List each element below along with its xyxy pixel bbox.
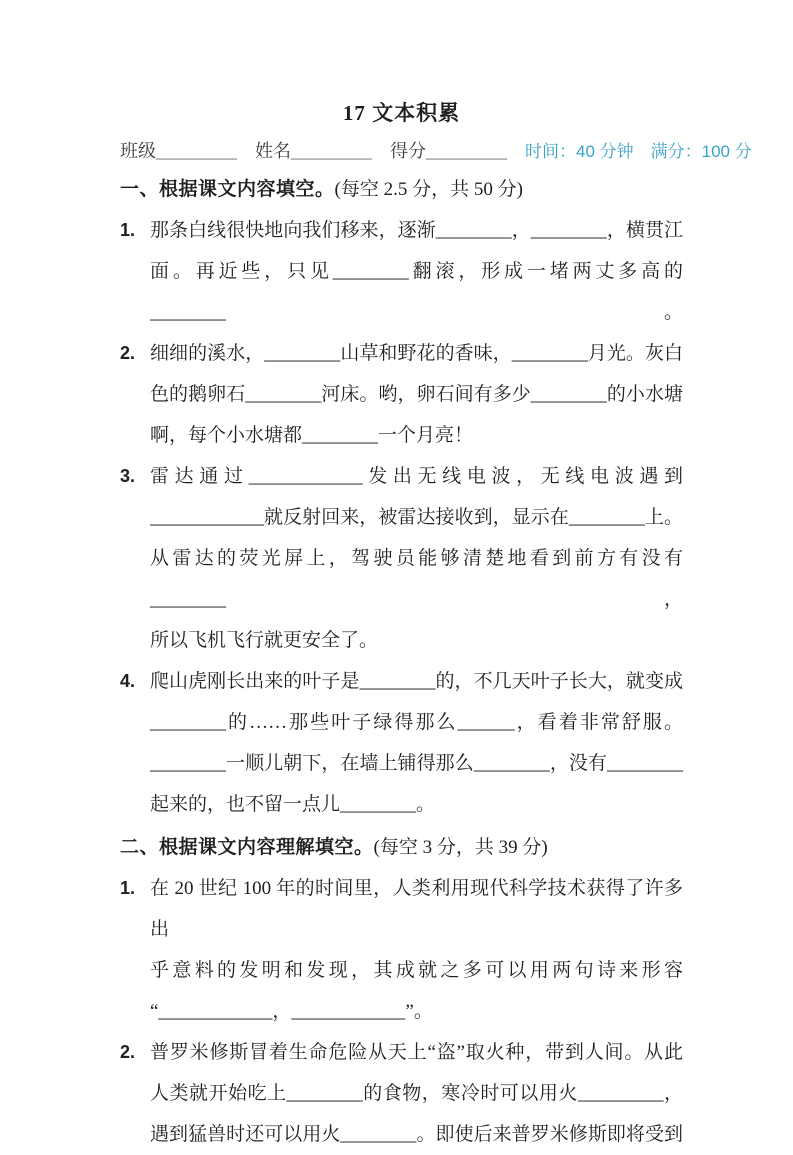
question-lines <box>150 456 683 661</box>
question <box>120 661 683 825</box>
section-heading <box>120 169 683 210</box>
question-line: ________的……那些叶子绿得那么______，看着非常舒服。 <box>150 712 683 733</box>
page-title: 17 文本积累 <box>342 101 461 125</box>
question-line: 面。再近些，只见________翻滚，形成一堵两丈多高的________。 <box>150 261 683 323</box>
question-line: ________一顺儿朝下，在墙上铺得那么________，没有________ <box>150 753 683 774</box>
question <box>120 210 683 333</box>
question-line: 雷达通过____________发出无线电波，无线电波遇到 <box>150 466 683 487</box>
question-line: 人类就开始吃上________的食物，寒冷时可以用火_________， <box>150 1083 683 1104</box>
question-number: 2. <box>120 343 136 363</box>
question <box>120 1032 683 1155</box>
question-line: 啊，每个小水塘都________一个月亮！ <box>150 425 474 446</box>
question-number: 1. <box>120 220 136 240</box>
question <box>120 868 683 1032</box>
question-line: 乎意料的发明和发现，其成就之多可以用两句诗来形容 <box>150 960 683 981</box>
class-label: 班级 <box>120 141 156 161</box>
question-line: 遇到猛兽时还可以用火________。即使后来普罗米修斯即将受到 <box>150 1124 683 1145</box>
question-line: 色的鹅卵石________河床。哟，卵石间有多少________的小水塘 <box>150 384 683 405</box>
name-blank: _________ <box>291 141 372 161</box>
question-lines <box>150 210 683 333</box>
section-heading-points: (每空 3 分，共 39 分) <box>373 837 548 858</box>
question-line: 那条白线很快地向我们移来，逐渐________，________，横贯江 <box>150 220 683 241</box>
question-line: 起来的，也不留一点儿________。 <box>150 794 436 815</box>
section-heading <box>120 827 683 868</box>
question-line: 从雷达的荧光屏上，驾驶员能够清楚地看到前方有没有________， <box>150 548 683 610</box>
meta-row <box>120 136 752 167</box>
section <box>120 169 683 825</box>
question-list <box>120 868 683 1155</box>
question-lines <box>150 868 683 1032</box>
question-number: 3. <box>120 466 136 486</box>
question-number: 4. <box>120 671 136 691</box>
score-field <box>390 136 507 166</box>
question-lines <box>150 1032 683 1155</box>
question-line: “____________，____________”。 <box>150 1001 433 1022</box>
question-line: 所以飞机飞行就更安全了。 <box>150 630 379 651</box>
section-heading-title: 二、根据课文内容理解填空。 <box>120 837 374 858</box>
question-lines <box>150 333 683 456</box>
question-number: 2. <box>120 1042 136 1062</box>
sections-container <box>120 169 683 1155</box>
score-label: 得分 <box>390 141 426 161</box>
question-line: 爬山虎刚长出来的叶子是________的，不几天叶子长大，就变成 <box>150 671 683 692</box>
class-field <box>120 136 237 166</box>
name-label: 姓名 <box>255 141 291 161</box>
question <box>120 333 683 456</box>
question-line: ____________就反射回来，被雷达接收到，显示在________上。 <box>150 507 683 528</box>
question-line: 普罗米修斯冒着生命危险从天上“盗”取火种，带到人间。从此 <box>150 1042 683 1063</box>
section-heading-points: (每空 2.5 分，共 50 分) <box>334 179 523 200</box>
question-line: 细细的溪水，________山草和野花的香味，________月光。灰白 <box>150 343 683 364</box>
question-lines <box>150 661 683 825</box>
class-blank: _________ <box>156 141 237 161</box>
time-score-info: 时间：40 分钟 满分：100 分 <box>525 142 752 161</box>
question-list <box>120 210 683 825</box>
section-heading-title: 一、根据课文内容填空。 <box>120 179 335 200</box>
question-number: 1. <box>120 878 136 898</box>
name-field <box>255 136 372 166</box>
section <box>120 827 683 1155</box>
score-blank: _________ <box>426 141 507 161</box>
question-line: 在 20 世纪 100 年的时间里，人类利用现代科学技术获得了许多出 <box>150 878 683 940</box>
question <box>120 456 683 661</box>
